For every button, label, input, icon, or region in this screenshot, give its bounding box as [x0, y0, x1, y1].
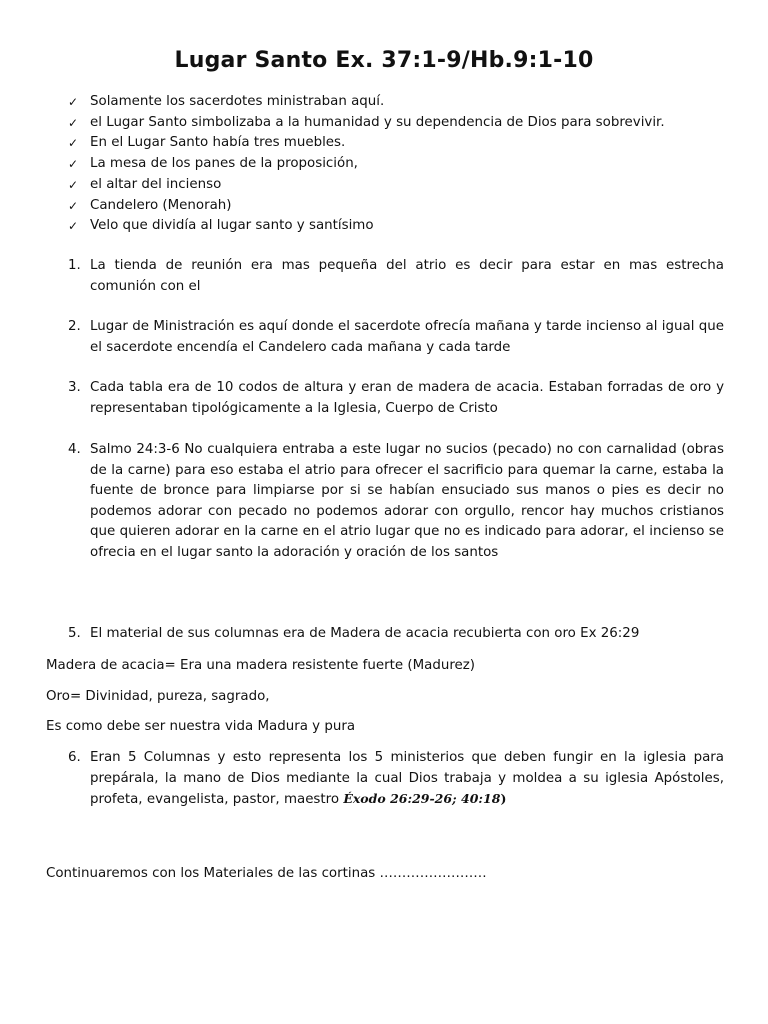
- check-icon: ✓: [68, 177, 79, 192]
- item-text: Salmo 24:3-6 No cualquiera entraba a este lugar no sucios (pecado) no con carnalidad (obras de la carne) para eso estaba el atrio para ofrecer el sacrificio para quemar la carne, estaba la fuente de bronce para limpiarse por si se habían ensuciado sus manos o pies es decir no podemos adorar con pecado no podemos adorar con orgullo, rencor hay muchos cristianos que quieren adorar en la carne en el atrio lugar que no es indicado para adorar, el incienso se ofrecia en el lugar santo la adoración y oración de los santos: [90, 442, 724, 560]
- item-text: Lugar de Ministración es aquí donde el sacerdote ofrecía mañana y tarde incienso al igual que el sacerdote encendía el Candelero cada mañana y cada tarde: [90, 319, 724, 355]
- item-text: Cada tabla era de 10 codos de altura y eran de madera de acacia. Estaban forradas de oro y representaban tipológicamente a la Iglesia, Cuerpo de Cristo: [90, 380, 724, 416]
- check-icon: ✓: [68, 219, 79, 234]
- checklist-item-text: La mesa de los panes de la proposición,: [90, 156, 358, 172]
- numbered-item-1: [46, 256, 724, 297]
- checklist: [68, 92, 728, 237]
- check-icon: ✓: [68, 95, 79, 109]
- check-icon: ✓: [68, 136, 79, 151]
- checklist-item: [68, 196, 728, 217]
- checklist-item: [68, 175, 728, 196]
- item-number: 2.: [68, 319, 81, 334]
- note-oro: Oro= Divinidad, pureza, sagrado,: [46, 689, 270, 704]
- check-icon: ✓: [68, 198, 79, 213]
- item-text: La tienda de reunión era mas pequeña del atrio es decir para estar en mas estrecha comunión con el: [90, 258, 724, 294]
- checklist-item-text: el Lugar Santo simbolizaba a la humanidad y su dependencia de Dios para sobrevivir.: [90, 114, 665, 130]
- item-text: El material de sus columnas era de Madera de acacia recubierta con oro Ex 26:29: [90, 626, 640, 641]
- checklist-item: [68, 216, 728, 237]
- numbered-item-6: [46, 748, 724, 811]
- footer-note: Continuaremos con los Materiales de las cortinas ……………………: [46, 866, 487, 881]
- checklist-item-text: Solamente los sacerdotes ministraban aquí.: [90, 94, 385, 109]
- numbered-item-4: [46, 440, 724, 564]
- checklist-item-text: En el Lugar Santo había tres muebles.: [90, 135, 346, 151]
- note-madera: Madera de acacia= Era una madera resistente fuerte (Madurez): [46, 658, 476, 673]
- check-icon: ✓: [68, 157, 79, 172]
- item-text: [90, 748, 724, 811]
- scripture-reference: Éxodo 26:29-26; 40:18: [343, 791, 501, 807]
- checklist-item: [68, 154, 728, 175]
- checklist-item-text: el altar del incienso: [90, 176, 222, 192]
- numbered-item-2: [46, 317, 724, 358]
- checklist-item: [68, 113, 728, 134]
- item-number: 1.: [68, 258, 81, 273]
- reference-close: ): [500, 791, 507, 807]
- item-text-main: Eran 5 Columnas y esto representa los 5 ministerios que deben fungir en la iglesia para prepárala, la mano de Dios mediante la cual Dios trabaja y moldea a su iglesia Apóstoles, profeta, evangelista, pastor, maestro: [90, 750, 724, 808]
- page-title: Lugar Santo Ex. 37:1-9/Hb.9:1-10: [174, 48, 594, 73]
- checklist-item-text: Velo que dividía al lugar santo y santísimo: [90, 218, 374, 234]
- item-number: 6.: [68, 750, 81, 765]
- item-number: 3.: [68, 380, 81, 395]
- checklist-item-text: Candelero (Menorah): [90, 197, 232, 213]
- item-number: 5.: [68, 626, 81, 641]
- checklist-item: [68, 133, 728, 154]
- item-number: 4.: [68, 442, 81, 457]
- checklist-item: [68, 92, 728, 113]
- numbered-item-5: [46, 624, 724, 645]
- check-icon: ✓: [68, 115, 79, 130]
- note-vida: Es como debe ser nuestra vida Madura y pura: [46, 719, 356, 734]
- numbered-item-3: [46, 378, 724, 419]
